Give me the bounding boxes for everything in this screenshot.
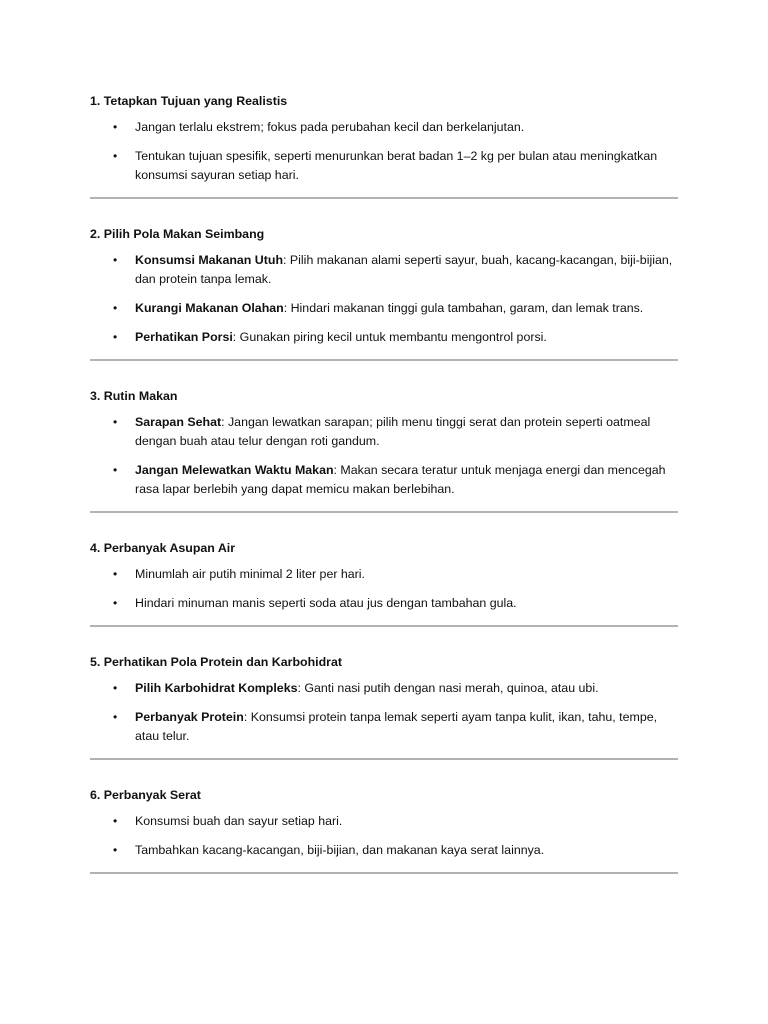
section-3	[90, 387, 678, 513]
item-text: Minumlah air putih minimal 2 liter per hari.	[135, 567, 366, 581]
bullet-icon: •	[113, 415, 118, 429]
document-content	[90, 92, 678, 900]
item-text: Jangan terlalu ekstrem; fokus pada perubahan kecil dan berkelanjutan.	[135, 120, 525, 134]
list-item	[90, 118, 678, 137]
item-term: Perbanyak Protein	[135, 710, 244, 724]
item-term: Sarapan Sehat	[135, 415, 222, 429]
section-divider	[90, 197, 678, 199]
section-6	[90, 786, 678, 874]
item-text: : Pilih makanan alami seperti sayur, buah, kacang-kacangan, biji-bijian, dan protein tanpa lemak.	[135, 253, 673, 286]
section-heading: 2. Pilih Pola Makan Seimbang	[90, 227, 265, 241]
bullet-list	[90, 565, 678, 613]
section-divider	[90, 625, 678, 627]
section-2	[90, 225, 678, 361]
item-text: Konsumsi buah dan sayur setiap hari.	[135, 814, 343, 828]
item-text: : Gunakan piring kecil untuk membantu mengontrol porsi.	[232, 330, 547, 344]
item-text: Tambahkan kacang-kacangan, biji-bijian, dan makanan kaya serat lainnya.	[135, 843, 545, 857]
item-text: : Hindari makanan tinggi gula tambahan, garam, dan lemak trans.	[283, 301, 644, 315]
bullet-icon: •	[113, 463, 118, 477]
list-item	[90, 565, 678, 584]
bullet-icon: •	[113, 596, 118, 610]
item-text: : Makan secara teratur untuk menjaga energi dan mencegah rasa lapar berlebih yang dapat memicu makan berlebihan.	[135, 463, 666, 496]
bullet-icon: •	[113, 120, 118, 134]
section-heading: 6. Perbanyak Serat	[90, 788, 201, 802]
section-divider	[90, 511, 678, 513]
bullet-icon: •	[113, 814, 118, 828]
item-term: Pilih Karbohidrat Kompleks	[135, 681, 298, 695]
list-item	[90, 299, 678, 318]
bullet-icon: •	[113, 149, 118, 163]
bullet-icon: •	[113, 710, 118, 724]
list-item	[90, 679, 678, 698]
bullet-icon: •	[113, 567, 118, 581]
section-1	[90, 92, 678, 199]
section-heading: 3. Rutin Makan	[90, 389, 178, 403]
section-heading: 1. Tetapkan Tujuan yang Realistis	[90, 94, 288, 108]
section-divider	[90, 872, 678, 874]
bullet-list	[90, 679, 678, 746]
section-heading: 4. Perbanyak Asupan Air	[90, 541, 236, 555]
section-divider	[90, 359, 678, 361]
bullet-icon: •	[113, 301, 118, 315]
list-item	[90, 708, 678, 746]
list-item	[90, 251, 678, 289]
item-term: Jangan Melewatkan Waktu Makan	[135, 463, 334, 477]
bullet-icon: •	[113, 253, 118, 267]
bullet-list	[90, 413, 678, 499]
bullet-icon: •	[113, 681, 118, 695]
list-item	[90, 841, 678, 860]
item-term: Konsumsi Makanan Utuh	[135, 253, 284, 267]
item-text: : Ganti nasi putih dengan nasi merah, quinoa, atau ubi.	[297, 681, 599, 695]
list-item	[90, 461, 678, 499]
list-item	[90, 812, 678, 831]
bullet-list	[90, 118, 678, 185]
bullet-list	[90, 251, 678, 347]
list-item	[90, 328, 678, 347]
section-heading: 5. Perhatikan Pola Protein dan Karbohidrat	[90, 655, 342, 669]
item-term: Perhatikan Porsi	[135, 330, 233, 344]
bullet-list	[90, 812, 678, 860]
list-item	[90, 147, 678, 185]
item-term: Kurangi Makanan Olahan	[135, 301, 284, 315]
list-item	[90, 413, 678, 451]
list-item	[90, 594, 678, 613]
item-text: Hindari minuman manis seperti soda atau jus dengan tambahan gula.	[135, 596, 517, 610]
item-text: : Jangan lewatkan sarapan; pilih menu tinggi serat dan protein seperti oatmeal dengan buah atau telur dengan roti gandum.	[135, 415, 651, 448]
section-4	[90, 539, 678, 627]
bullet-icon: •	[113, 330, 118, 344]
item-text: : Konsumsi protein tanpa lemak seperti ayam tanpa kulit, ikan, tahu, tempe, atau telur.	[135, 710, 658, 743]
section-divider	[90, 758, 678, 760]
bullet-icon: •	[113, 843, 118, 857]
item-text: Tentukan tujuan spesifik, seperti menurunkan berat badan 1–2 kg per bulan atau meningkatkan konsumsi sayuran setiap hari.	[135, 149, 658, 182]
section-5	[90, 653, 678, 760]
